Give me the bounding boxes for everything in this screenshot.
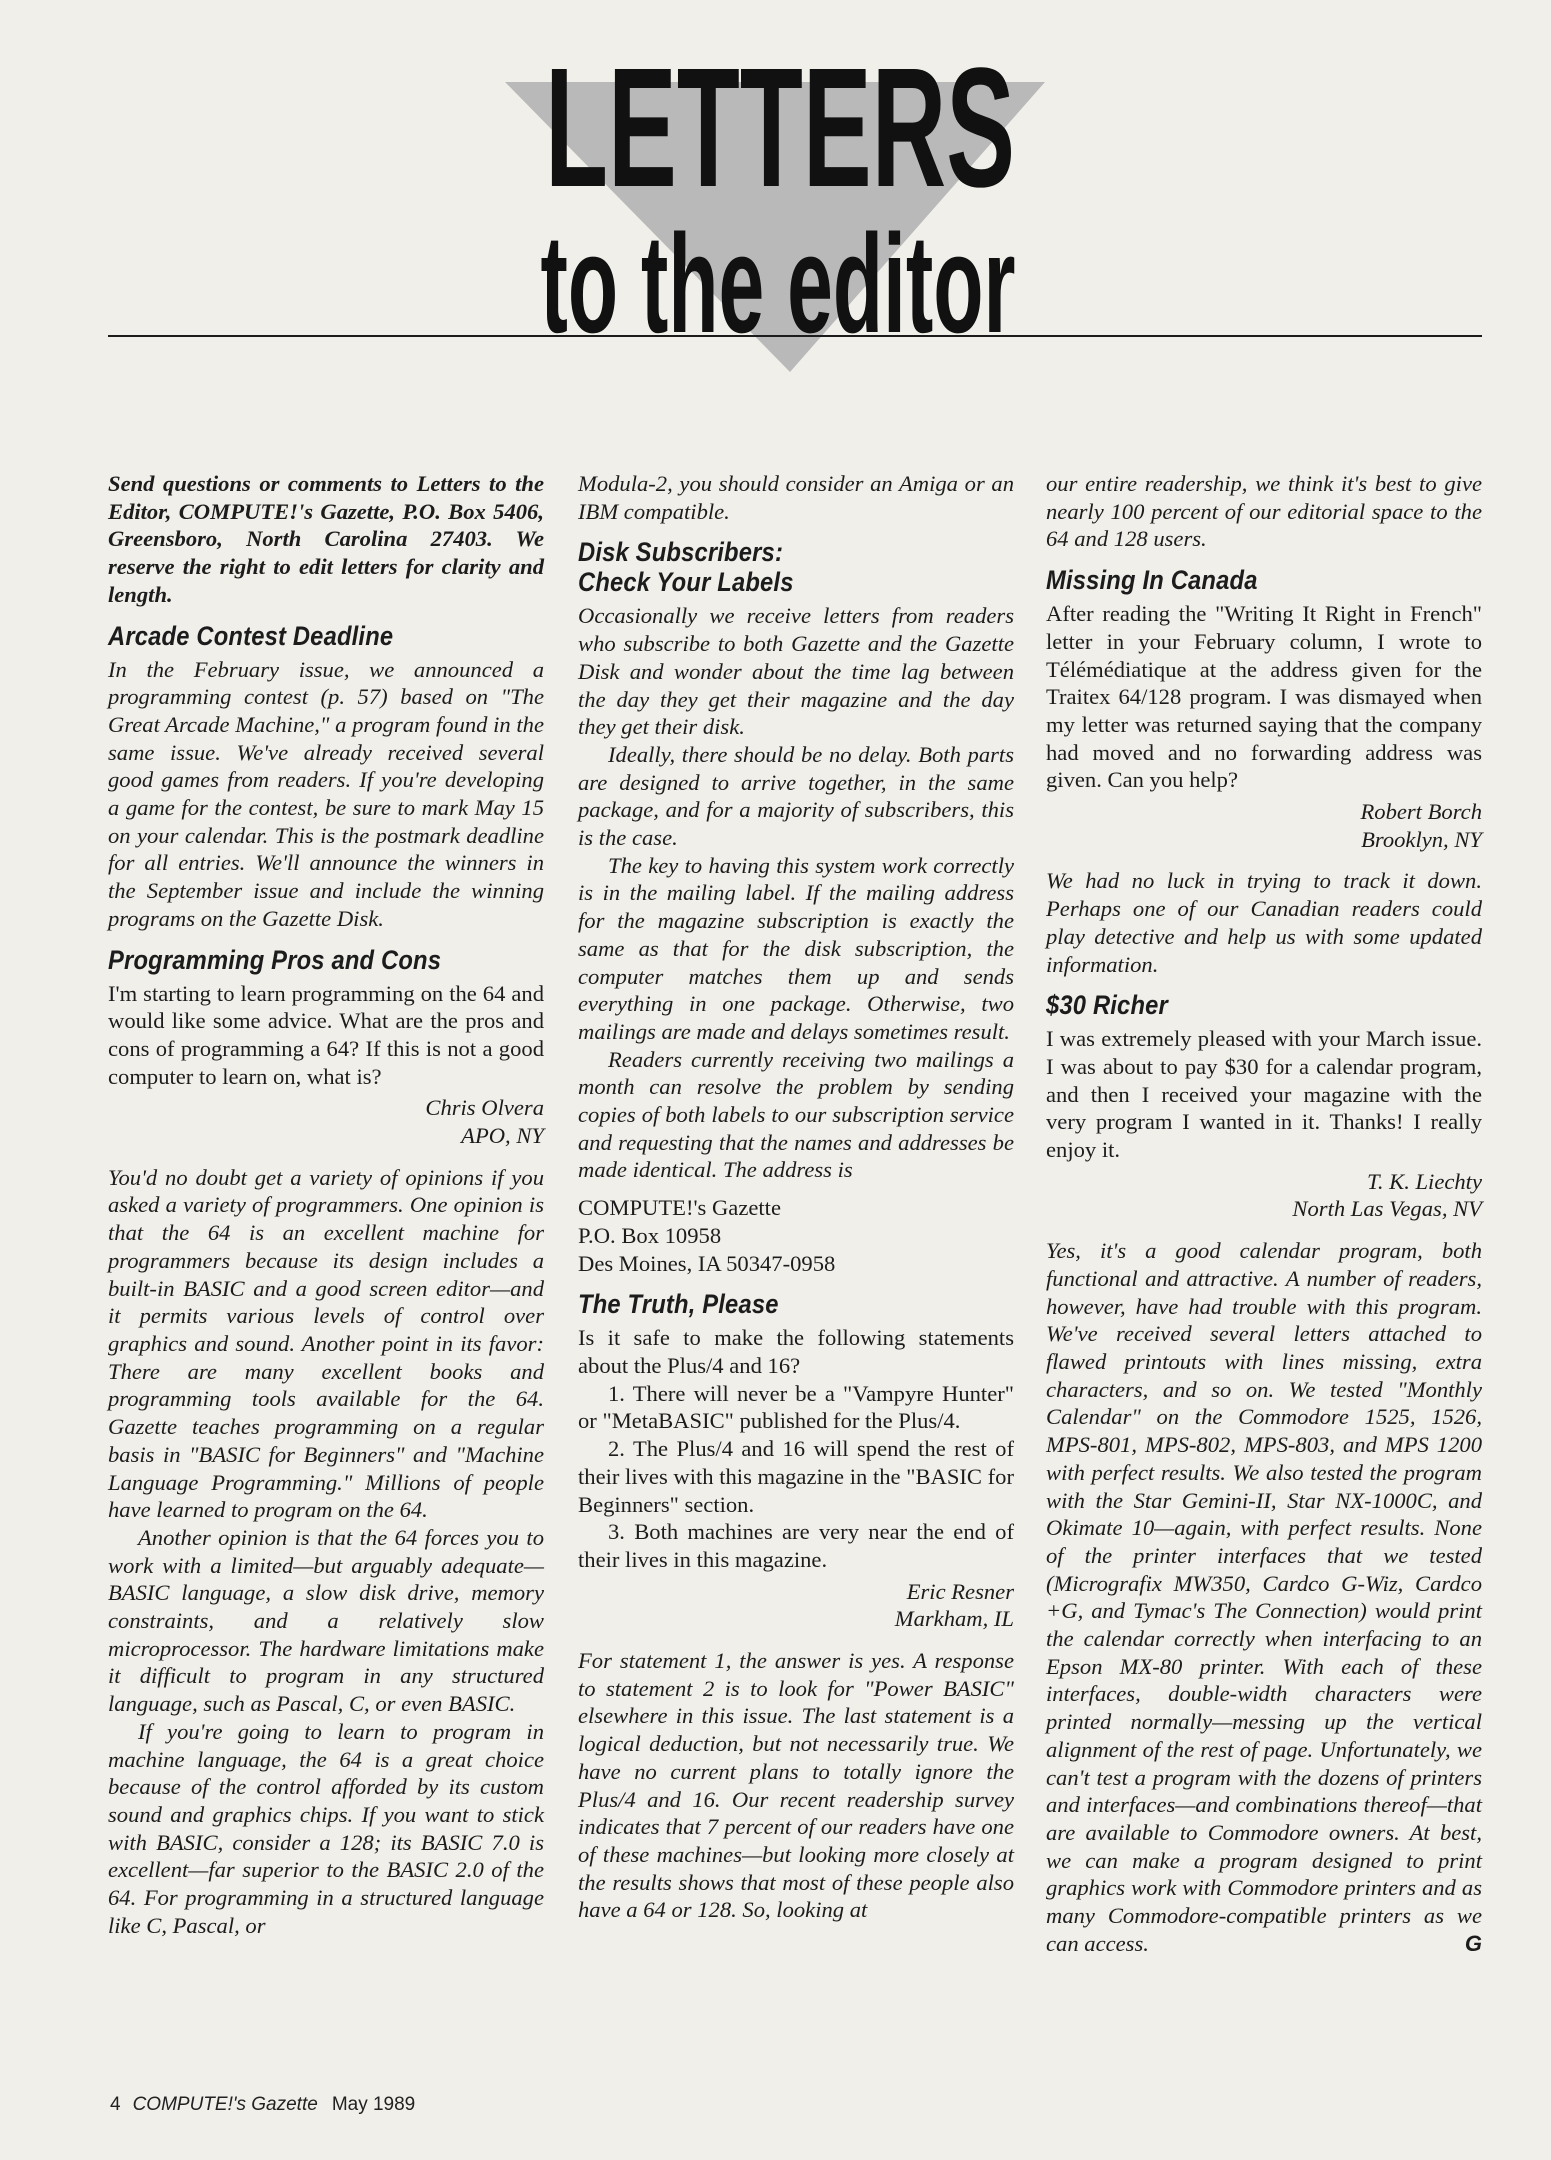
masthead-title-editor: to the editor: [540, 205, 1016, 362]
truth-intro: Is it safe to make the following statements about the Plus/4 and 16?: [578, 1325, 1014, 1378]
richer-reply-text: Yes, it's a good calendar program, both functional and attractive. A number of readers, however, have had trouble with this program. We've received several letters attached to flawed printouts with lines missing, extra characters, and so on. We tested "Monthly Calendar" on the Commodore 1525, 1526, MPS-801, MPS-802, MPS-803, and MPS 1200 with perfect results. We also tested the program with the Star Gemini-II, Star NX-1000C, and Okimate 10—again, with perfect results. None of the printer interfaces that we tested (Micrografix MW350, Cardco G-Wiz, Cardco +G, and Tymac's The Connection) would print the calendar correctly when interfacing to an Epson MX-80 printer. With each of these interfaces, double-width characters were printed normally—messing up the vertical alignment of the rest of page. Unfortunately, we can't test a program with the dozens of printers and interfaces—and combinations thereof—that are available to Commodore owners. At best, we can make a program designed to print graphics work with Commodore printers and as many Commodore-compatible printers as we can access.: [1046, 1238, 1482, 1956]
signature-place: Markham, IL: [894, 1606, 1014, 1632]
signature-place: Brooklyn, NY: [1361, 826, 1482, 852]
intro-text: Send questions or comments to Letters to the Editor, COMPUTE!'s Gazette, P.O. Box 5406, Greensboro, North Carolina 27403. We reserve the right to edit letters for clarity and length.: [108, 471, 544, 607]
column-1: [108, 470, 544, 1939]
issue-date: May 1989: [331, 2094, 416, 2115]
page-number: 4: [110, 2094, 121, 2115]
masthead-graphic: [0, 0, 1551, 380]
programming-reply-1: You'd no doubt get a variety of opinions if you asked a variety of programmers. One opinion is that the 64 is an excellent machine for programmers because its design includes a built-in BASIC and a good screen editor—and it permits various levels of control over graphics and sound. Another point in its favor: There are many excellent books and programming tools available for the 64. Gazette teaches programming on a regular basis in "BASIC for Beginners" and "Machine Language Programming." Millions of people have learned to program on the 64.: [108, 1164, 544, 1523]
disk-p4: Readers currently receiving two mailings a month can resolve the problem by sending copies of both labels to our subscription service and requesting that the names and addresses be made identical. The address is: [578, 1046, 1014, 1183]
arcade-body: In the February issue, we announced a programming contest (p. 57) based on "The Great Arcade Machine," a program found in the same issue. We've already received several good games from readers. If you're developing a game for the contest, be sure to mark May 15 on your calendar. This is the postmark deadline for all entries. We'll announce the winners in the September issue and include the winning programs on the Gazette Disk.: [108, 656, 544, 931]
mailing-address: [578, 1194, 1014, 1277]
masthead-title-letters: LETTERS: [545, 33, 1015, 223]
truth-statement-3: 3. Both machines are very near the end of their lives in this magazine.: [578, 1519, 1014, 1572]
programming-reply-2: Another opinion is that the 64 forces you to work with a limited—but arguably adequate—BASIC language, a slow disk drive, memory constraints, and a relatively slow microprocessor. The hardware limitations make it difficult to program in any structured language, such as Pascal, C, or even BASIC.: [108, 1524, 544, 1717]
address-line-3: Des Moines, IA 50347-0958: [578, 1250, 836, 1276]
column-2: [578, 470, 1014, 1924]
heading-truth: The Truth, Please: [578, 1289, 779, 1320]
signature-name: T. K. Liechty: [1366, 1168, 1482, 1194]
end-mark: G: [1464, 1930, 1482, 1956]
canada-reply: We had no luck in trying to track it down. Perhaps one of our Canadian readers could play detective and help us with some updated information.: [1046, 868, 1482, 977]
signature-liechty: [1046, 1168, 1482, 1223]
address-line-1: COMPUTE!'s Gazette: [578, 1195, 781, 1221]
canada-letter: After reading the "Writing It Right in French" letter in your February column, I wrote to Télémédiatique at the address given for the Traitex 64/128 program. I was dismayed when my letter was returned saying that the company had moved and no forwarding address was given. Can you help?: [1046, 601, 1482, 793]
column-3: [1046, 470, 1482, 1957]
heading-richer: $30 Richer: [1046, 990, 1168, 1021]
col2-continued: Modula-2, you should consider an Amiga or an IBM compatible.: [578, 471, 1014, 524]
programming-letter: I'm starting to learn programming on the 64 and would like some advice. What are the pros and cons of programming a 64? If this is not a good computer to learn on, what is?: [108, 980, 544, 1089]
heading-disk-line2: Check Your Labels: [578, 567, 794, 598]
heading-canada: Missing In Canada: [1046, 565, 1258, 596]
col3-continued: our entire readership, we think it's best to give nearly 100 percent of our editorial space to the 64 and 128 users.: [1046, 471, 1482, 552]
signature-name: Robert Borch: [1360, 799, 1482, 825]
programming-reply-3: If you're going to learn to program in machine language, the 64 is a great choice because of the control afforded by its custom sound and graphics chips. If you want to stick with BASIC, consider a 128; its BASIC 7.0 is excellent—far superior to the BASIC 2.0 of the 64. For programming in a structured language like C, Pascal, or: [108, 1718, 544, 1938]
publication-name: COMPUTE!'s Gazette: [132, 2094, 318, 2115]
heading-arcade-contest: Arcade Contest Deadline: [108, 620, 394, 651]
truth-reply: For statement 1, the answer is yes. A response to statement 2 is to look for "Power BASIC" elsewhere in this issue. The last statement is a logical deduction, but not necessarily true. We have no current plans to totally ignore the Plus/4 and 16. Our recent readership survey indicates that 7 percent of our readers have one of these machines—but looking more closely at the results shows that most of these people also have a 64 or 128. So, looking at: [578, 1648, 1014, 1923]
disk-p3: The key to having this system work correctly is in the mailing label. If the mailing address for the magazine subscription is exactly the same as that for the disk subscription, the computer matches them up and sends everything in one package. Otherwise, two mailings are made and delays sometimes result.: [578, 852, 1014, 1044]
signature-borch: [1046, 798, 1482, 853]
page-footer: [110, 2094, 415, 2116]
disk-p2: Ideally, there should be no delay. Both parts are designed to arrive together, in the same package, and for a majority of subscribers, this is the case.: [578, 741, 1014, 851]
signature-name: Eric Resner: [906, 1578, 1014, 1604]
heading-disk-line1: Disk Subscribers:: [578, 537, 784, 568]
richer-reply: [1046, 1237, 1482, 1957]
disk-p1: Occasionally we receive letters from readers who subscribe to both Gazette and the Gazette Disk and wonder about the time lag between the day they get their magazine and the day they get their disk.: [578, 603, 1014, 740]
signature-name: Chris Olvera: [425, 1095, 544, 1121]
signature-olvera: [108, 1094, 544, 1149]
address-line-2: P.O. Box 10958: [578, 1222, 722, 1248]
heading-programming: Programming Pros and Cons: [108, 944, 442, 975]
signature-place: APO, NY: [461, 1123, 544, 1149]
masthead: [0, 0, 1551, 380]
signature-resner: [578, 1578, 1014, 1633]
truth-statement-2: 2. The Plus/4 and 16 will spend the rest of their lives with this magazine in the "BASIC for Beginners" section.: [578, 1436, 1014, 1517]
richer-letter: I was extremely pleased with your March issue. I was about to pay $30 for a calendar program, and then I received your magazine with the very program I wanted in it. Thanks! I really enjoy it.: [1046, 1026, 1482, 1163]
signature-place: North Las Vegas, NV: [1292, 1196, 1482, 1222]
truth-statement-1: 1. There will never be a "Vampyre Hunter" or "MetaBASIC" published for the Plus/4.: [578, 1380, 1014, 1434]
